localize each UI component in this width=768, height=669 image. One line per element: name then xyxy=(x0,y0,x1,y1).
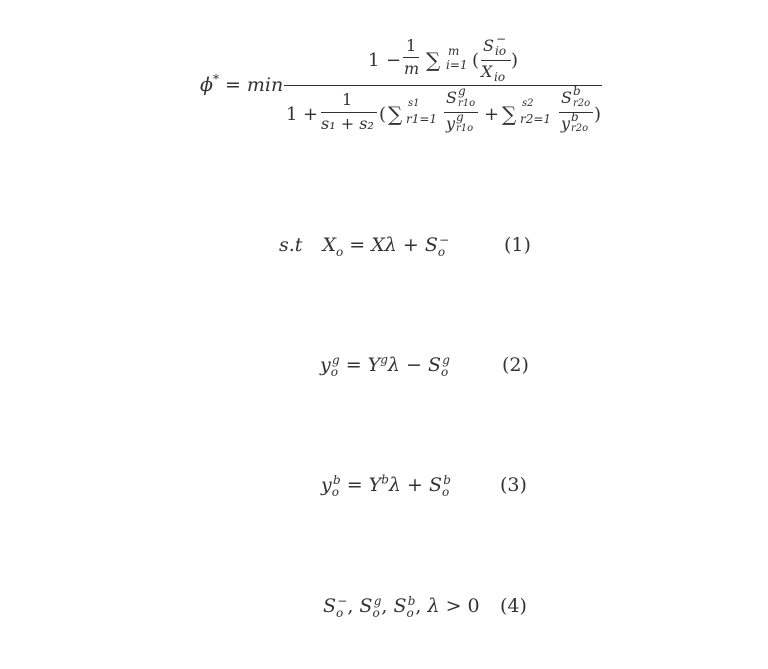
phi-superscript: * xyxy=(212,72,219,86)
one-over-s-numerator: 1 xyxy=(342,90,353,109)
denominator-plus-2: + xyxy=(484,104,500,125)
main-fraction-bar xyxy=(284,85,602,86)
equation-number-4: (4) xyxy=(500,595,527,617)
sum2-symbol: ∑ xyxy=(502,102,517,126)
denominator-plus: + xyxy=(303,104,319,125)
bad-output-symbol: y xyxy=(561,114,571,133)
sum1-upper-limit: s1 xyxy=(408,98,420,109)
sum1-symbol: ∑ xyxy=(388,102,403,126)
constraint-4 xyxy=(323,593,480,620)
one-over-s-bar xyxy=(321,112,377,113)
bad-slack-symbol: S xyxy=(561,88,572,107)
bad-output-sub: r2o xyxy=(571,123,589,134)
input-sub: io xyxy=(494,70,506,84)
numerator-minus: − xyxy=(386,50,402,71)
equation-number-2: (2) xyxy=(502,354,529,376)
sum2-lower-limit: r2=1 xyxy=(520,112,552,126)
constraint-4-inequality: $S_o^-$, $S_o^g$, $S_o^b$, λ > 0 xyxy=(323,593,480,620)
good-slack-sup: g xyxy=(458,84,466,98)
bad-slack-sub: r2o xyxy=(573,98,591,109)
sum-upper-limit: m xyxy=(448,44,460,58)
slack-minus-sup: − xyxy=(496,32,507,46)
bad-output-sup: b xyxy=(571,110,579,124)
denominator-paren-close: ) xyxy=(594,104,602,125)
constraint-1-equation: $X_o = X\lambda + S_o^-$ xyxy=(322,232,450,259)
one-over-s-denominator: s₁ + s₂ xyxy=(321,114,374,133)
slack-minus-sub: io xyxy=(495,44,507,58)
paren-close: ) xyxy=(511,50,519,71)
constraint-3 xyxy=(321,472,451,499)
constraint-2 xyxy=(320,352,450,379)
objective-function xyxy=(0,0,768,160)
equation-number-1: (1) xyxy=(504,234,531,256)
bad-slack-sup: b xyxy=(573,84,581,98)
paren-open: ( xyxy=(472,50,480,71)
sum2-upper-limit: s2 xyxy=(522,98,534,109)
equals-sign: = xyxy=(224,74,241,96)
constraint-3-equation: $y_o^b = Y^b\lambda + S_o^b$ xyxy=(321,472,451,499)
one-over-m-bar xyxy=(403,57,419,58)
objective-lhs xyxy=(200,72,283,96)
good-slack-symbol: S xyxy=(446,88,457,107)
good-output-symbol: y xyxy=(446,114,456,133)
constraint-2-equation: $y_o^g = Y^g\lambda - S_o^g$ xyxy=(320,352,450,379)
one-over-m-numerator: 1 xyxy=(406,36,417,55)
constraint-1 xyxy=(279,232,450,259)
phi-symbol: ϕ xyxy=(200,74,213,96)
slack-minus-symbol: S xyxy=(483,36,494,55)
inner-fraction-bar xyxy=(481,60,511,61)
good-output-sub: r1o xyxy=(456,123,474,134)
sum1-lower-limit: r1=1 xyxy=(406,112,438,126)
subject-to-label: s.t xyxy=(279,234,303,256)
good-output-sup: g xyxy=(456,110,464,124)
min-operator: min xyxy=(246,74,284,96)
denominator-paren-open: ( xyxy=(379,104,387,125)
one-over-m-denominator: m xyxy=(404,59,420,78)
input-symbol: X xyxy=(481,62,493,81)
denominator-one: 1 xyxy=(286,104,298,125)
equation-number-3: (3) xyxy=(500,474,527,496)
sum-lower-limit: i=1 xyxy=(446,58,468,72)
numerator-one: 1 xyxy=(368,50,380,71)
good-slack-sub: r1o xyxy=(458,98,476,109)
sum-symbol: ∑ xyxy=(426,48,441,72)
